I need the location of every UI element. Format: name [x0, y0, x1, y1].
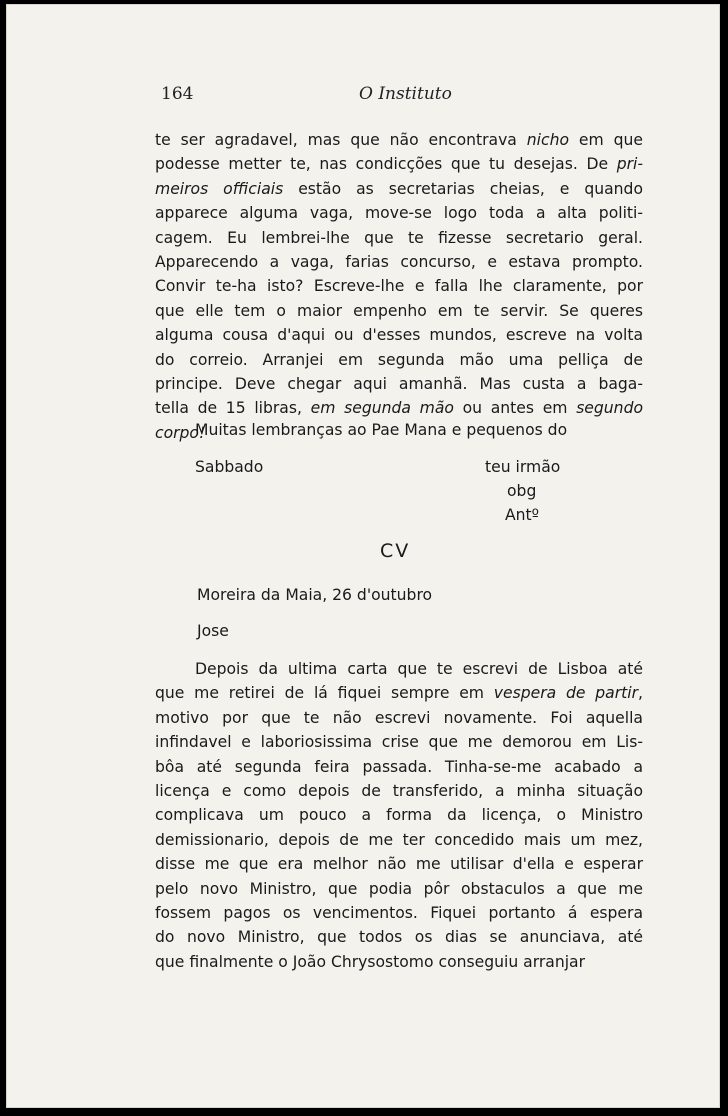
text-line: [155, 177, 643, 201]
text-run: do correio. Arranjei em segunda mão uma pelliça de: [155, 350, 643, 369]
text-line: [155, 372, 643, 396]
text-line: [155, 323, 643, 347]
section-heading: CV: [380, 540, 411, 562]
text-run: disse me que era melhor não me utilisar d'ella e esperar: [155, 855, 643, 874]
text-run: cagem. Eu lembrei-lhe que te fizesse secretario geral.: [155, 228, 643, 247]
text-run: bôa até segunda feira passada. Tinha-se-me acabado a: [155, 757, 643, 776]
signature-closing: teu irmão: [485, 458, 561, 476]
text-run: complicava um pouco a forma da licença, o Ministro: [155, 806, 643, 825]
text-line: [155, 803, 643, 827]
italic-phrase: segundo: [576, 399, 644, 418]
text-run: te ser agradavel, mas que não encontrava: [155, 131, 527, 149]
text-line: [155, 706, 643, 730]
italic-phrase: em segunda mão: [310, 399, 454, 418]
text-run: estão as secretarias cheias, e quando: [283, 179, 643, 198]
text-run: principe. Deve chegar aqui amanhã. Mas custa a baga-: [155, 375, 643, 394]
text-line: [155, 730, 643, 754]
text-run: demissionario, depois de me ter concedido mais um mez,: [155, 830, 643, 849]
text-line: [155, 877, 643, 901]
paragraph-2: Muitas lembranças ao Pae Mana e pequenos do: [195, 421, 568, 439]
text-run: Apparecendo a vaga, farias concurso, e estava prompto.: [155, 253, 643, 272]
text-run: ,: [638, 684, 643, 703]
text-run: que me retirei de lá fiquei sempre em: [155, 684, 494, 703]
paragraph-1: [155, 128, 643, 445]
text-line: [155, 828, 643, 852]
running-title: O Instituto: [359, 84, 452, 104]
text-line: [155, 852, 643, 876]
text-line: [155, 299, 643, 323]
text-line: [155, 152, 643, 176]
text-run: tella de 15 libras,: [155, 399, 311, 418]
text-run: apparece alguma vaga, move-se logo toda a alta politi-: [155, 204, 643, 223]
text-line: [155, 657, 643, 681]
text-line: [155, 779, 643, 803]
italic-phrase: nicho: [526, 131, 570, 149]
text-run: do novo Ministro, que todos os dias se anunciava, até: [155, 928, 643, 947]
text-run: motivo por que te não escrevi novamente. Foi aquella: [155, 708, 643, 727]
text-line: [155, 226, 643, 250]
italic-phrase: pri-: [616, 155, 643, 174]
text-line: [155, 901, 643, 925]
text-run: ou antes em: [453, 399, 577, 418]
salutation: Jose: [197, 622, 229, 640]
text-line: [155, 348, 643, 372]
text-line: [155, 128, 643, 152]
text-run: infindavel e laboriosissima crise que me demorou em Lis-: [155, 733, 643, 752]
text-run: em que: [569, 131, 644, 149]
italic-phrase: corpo!: [155, 423, 206, 442]
text-line: [155, 250, 643, 274]
text-run: pelo novo Ministro, que podia pôr obstaculos a que me: [155, 879, 643, 898]
text-line: [155, 925, 643, 949]
signature-obg: obg: [507, 482, 537, 500]
place-date: Moreira da Maia, 26 d'outubro: [197, 586, 433, 604]
signature-name: Antº: [505, 506, 540, 524]
text-run: alguma cousa d'aqui ou d'esses mundos, escreve na volta: [155, 326, 643, 345]
text-run: podesse metter te, nas condicções que tu desejas. De: [155, 155, 617, 174]
signature-day: Sabbado: [195, 458, 264, 476]
text-run: fossem pagos os vencimentos. Fiquei portanto á espera: [155, 904, 643, 923]
page-header: [161, 84, 641, 108]
text-run: que finalmente o João Chrysostomo conseguiu arranjar: [155, 952, 586, 971]
italic-phrase: vespera de partir: [493, 684, 639, 703]
text-line: [155, 201, 643, 225]
text-run: Convir te-ha isto? Escreve-lhe e falla lhe claramente, por: [155, 277, 643, 296]
text-run: que elle tem o maior empenho em te servir. Se queres: [155, 301, 643, 320]
paragraph-3: [155, 657, 643, 974]
page-number: 164: [161, 84, 194, 104]
signature-block: [195, 455, 575, 535]
italic-phrase: meiros officiais: [155, 179, 284, 198]
text-line: [155, 755, 643, 779]
text-run: Depois da ultima carta que te escrevi de Lisboa até: [195, 660, 643, 678]
text-line: [155, 681, 643, 705]
text-line: [155, 274, 643, 298]
text-run: licença e como depois de transferido, a minha situação: [155, 782, 643, 801]
text-line: [155, 950, 643, 974]
